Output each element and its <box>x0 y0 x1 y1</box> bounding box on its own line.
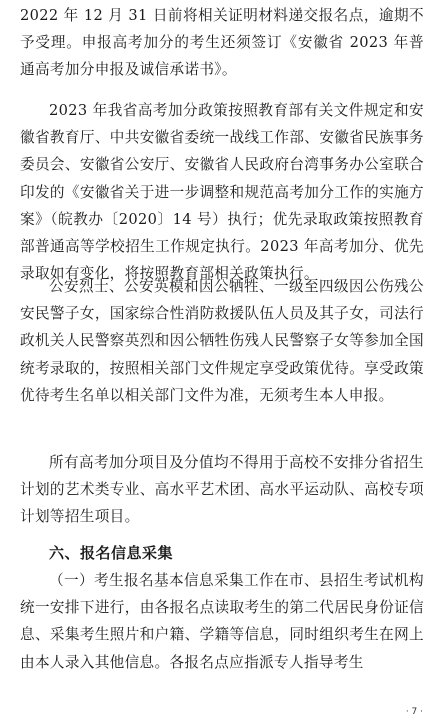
paragraph-info-collection: （一）考生报名基本信息采集工作在市、县招生考试机构统一安排下进行，由各报名点读取考生的第二代居民身份证信息、采集考生照片和户籍、学籍等信息，同时组织考生在网上由本人录入其他信息。各报名点应指派专人指导考生 <box>20 572 424 671</box>
page-number: · 7 · <box>405 707 423 717</box>
paragraph-police-children: 公安烈士、公安英模和因公牺牲、一级至四级因公伤残公安民警子女，国家综合性消防救援队伍人员及其子女，司法行政机关人民警察英烈和因公牺牲伤残人民警察子女等参加全国统考录取的，按照相关部门文件规定享受政策优待。享受政策优待考生名单以相关部门文件为准，无须考生本人申报。 <box>20 278 424 404</box>
paragraph-bonus-policy: 2023 年我省高考加分政策按照教育部有关文件规定和安徽省教育厅、中共安徽省委统一战线工作部、安徽省民族事务委员会、安徽省公安厅、安徽省人民政府台湾事务办公室联合印发的《安徽省关于进一步调整和规范高考加分工作的实施方案》（皖教办〔2020〕14 号）执行；优先录取政策按照教育部普通高等学校招生工作规定执行。2023 年高考加分、优先录取如有变化，将按照教育部相关政策执行。 <box>20 102 424 283</box>
paragraph-bonus-exclusions: 所有高考加分项目及分值均不得用于高校不安排分省招生计划的艺术类专业、高水平艺术团、高水平运动队、高校专项计划等招生项目。 <box>20 454 424 526</box>
section-heading: 六、报名信息采集 <box>49 544 174 562</box>
paragraph-deadline: 2022 年 12 月 31 日前将相关证明材料递交报名点，逾期不予受理。申报高考加分的考生还须签订《安徽省 2023 年普通高考加分申报及诚信承诺书》。 <box>20 7 424 79</box>
